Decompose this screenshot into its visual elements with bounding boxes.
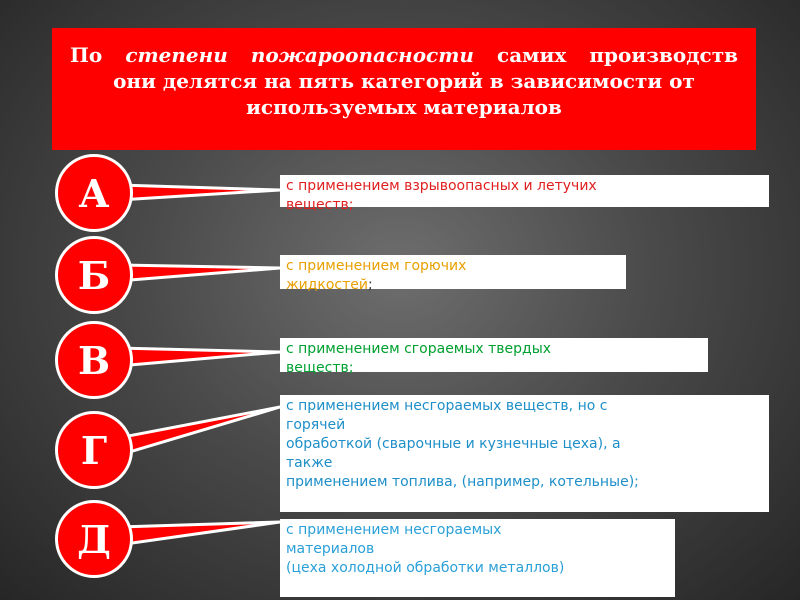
description-line: также <box>286 455 333 471</box>
description-punct: ; <box>367 277 373 293</box>
category-circle-b <box>55 236 133 314</box>
description-line: применением топлива, (например, котельные); <box>286 474 639 490</box>
description-line: с применением взрывоопасных и летучих <box>286 178 597 194</box>
category-circle-d <box>55 500 133 578</box>
banner-word: производств <box>589 43 738 67</box>
arrow-a <box>118 185 280 200</box>
description-line: обработкой (сварочные и кузнечные цеха), а <box>286 436 621 452</box>
arrow-b <box>118 265 280 281</box>
description-line: с применением сгораемых твердых <box>286 341 552 357</box>
description-line: материалов <box>286 541 375 557</box>
category-v-description <box>280 338 708 376</box>
banner-line-2: они делятся на пять категорий в зависимости от <box>113 69 695 93</box>
category-circle-v <box>55 321 133 399</box>
banner-word: степени <box>125 43 228 67</box>
banner-word: пожароопасности <box>250 43 474 67</box>
category-letter: Б <box>77 252 111 298</box>
category-a-description <box>280 175 769 213</box>
description-line: веществ; <box>286 197 354 213</box>
category-g-description <box>280 395 769 512</box>
banner-word: самих <box>497 43 567 67</box>
category-d-description <box>280 519 675 597</box>
category-circle-a <box>55 154 133 232</box>
description-line: веществ; <box>286 360 354 376</box>
arrow-d <box>118 522 280 545</box>
description-line: с применением несгораемых <box>286 522 502 538</box>
description-line: (цеха холодной обработки металлов) <box>286 560 565 576</box>
banner-word: По <box>70 43 103 67</box>
description-line: горячей <box>286 417 346 433</box>
description-line: с применением горючих <box>286 258 467 274</box>
category-letter: Д <box>77 516 111 562</box>
banner-line-3: используемых материалов <box>246 95 562 119</box>
description-line: с применением несгораемых веществ, но с <box>286 398 608 414</box>
category-letter: В <box>77 337 111 383</box>
description-line: жидкостей <box>286 277 368 293</box>
arrow-v <box>118 348 280 366</box>
arrow-g <box>118 407 280 453</box>
category-letter: А <box>78 170 110 216</box>
category-letter: Г <box>80 427 108 473</box>
category-circle-g <box>55 411 133 489</box>
category-b-description <box>280 255 626 293</box>
